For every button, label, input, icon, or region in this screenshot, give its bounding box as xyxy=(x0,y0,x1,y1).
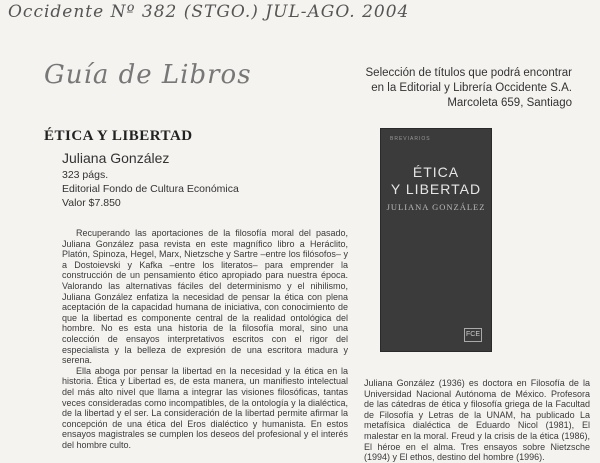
author-caption: Juliana González (1936) es doctora en Filosofía de la Universidad Nacional Autónoma de México. Profesora de las cátedras de ética y filosofía griega de la Facultad de Filosofía y Letras de la UNAM, ha publicado La metafísica dialéctica de Eduardo Nicol (1981), El malestar en la moral. Freud y la crisis de la ética (1986), El héroe en el alma. Tres ensayos sobre Nietzsche (1994) y El ethos, destino del hombre (1996). xyxy=(364,378,590,463)
review-paragraph: Recuperando las aportaciones de la filosofía moral del pasado, Juliana González pasa revista en este magnífico libro a Heráclito, Platón, Spinoza, Hegel, Marx, Nietzsche y Sartre –entre los filósofos– y a Dostoievski y Kafka –entre los literatos– para emprender la construcción de un pensamiento ético apropiado para nuestra época. Valorando las alternativas fáciles del determinismo y el nihilismo, Juliana González enfatiza la necesidad de pensar la ética con plena aceptación de la capacidad humana de iniciativa, con conocimiento de que la libertad es componente central de la realidad ontológica del hombre. No es esta una historia de la filosofía moral, sino una colección de ensayos interpretativos escritos con el rigor del especialista y la belleza de expresión de una escritora madura y serena. xyxy=(62,228,348,366)
selection-note-line: Marcoleta 659, Santiago xyxy=(447,97,572,109)
selection-note-line: en la Editorial y Librería Occidente S.A. xyxy=(371,82,572,94)
cover-imprint: BREVIARIOS xyxy=(390,136,431,142)
cover-title xyxy=(380,164,492,198)
book-meta xyxy=(62,168,239,210)
book-price: Valor $7.850 xyxy=(62,197,121,209)
publisher-logo-icon: FCE xyxy=(464,328,482,342)
book-cover-image xyxy=(380,128,492,352)
cover-author: JULIANA GONZÁLEZ xyxy=(386,202,486,212)
book-title: ÉTICA Y LIBERTAD xyxy=(44,128,193,144)
book-pages: 323 págs. xyxy=(62,169,109,181)
cover-title-line: Y LIBERTAD xyxy=(390,181,482,197)
selection-note xyxy=(312,66,572,111)
book-publisher: Editorial Fondo de Cultura Económica xyxy=(62,183,239,195)
review-text xyxy=(62,228,348,450)
review-paragraph: Ella aboga por pensar la libertad en la necesidad y la ética en la historia. Ética y Libertad es, de esta manera, un manifiesto intelectual del más alto nivel que llama a integrar las visiones filosóficas, tantas veces consideradas como incompatibles, de la ontología y la dialéctica, de la libertad y el ser. La consideración de la libertad permite afirmar la concepción de una ética del Eros dialéctico y humanista. En estos ensayos magistrales se cumplen los deseos del profesional y el interés del hombre culto. xyxy=(62,365,348,450)
cover-title-line: ÉTICA xyxy=(412,164,460,180)
section-title: Guía de Libros xyxy=(44,60,252,90)
handwritten-annotation: Occidente Nº 382 (STGO.) JUL-AGO. 2004 xyxy=(8,2,410,22)
book-author: Juliana González xyxy=(62,150,170,166)
selection-note-line: Selección de títulos que podrá encontrar xyxy=(365,67,572,79)
